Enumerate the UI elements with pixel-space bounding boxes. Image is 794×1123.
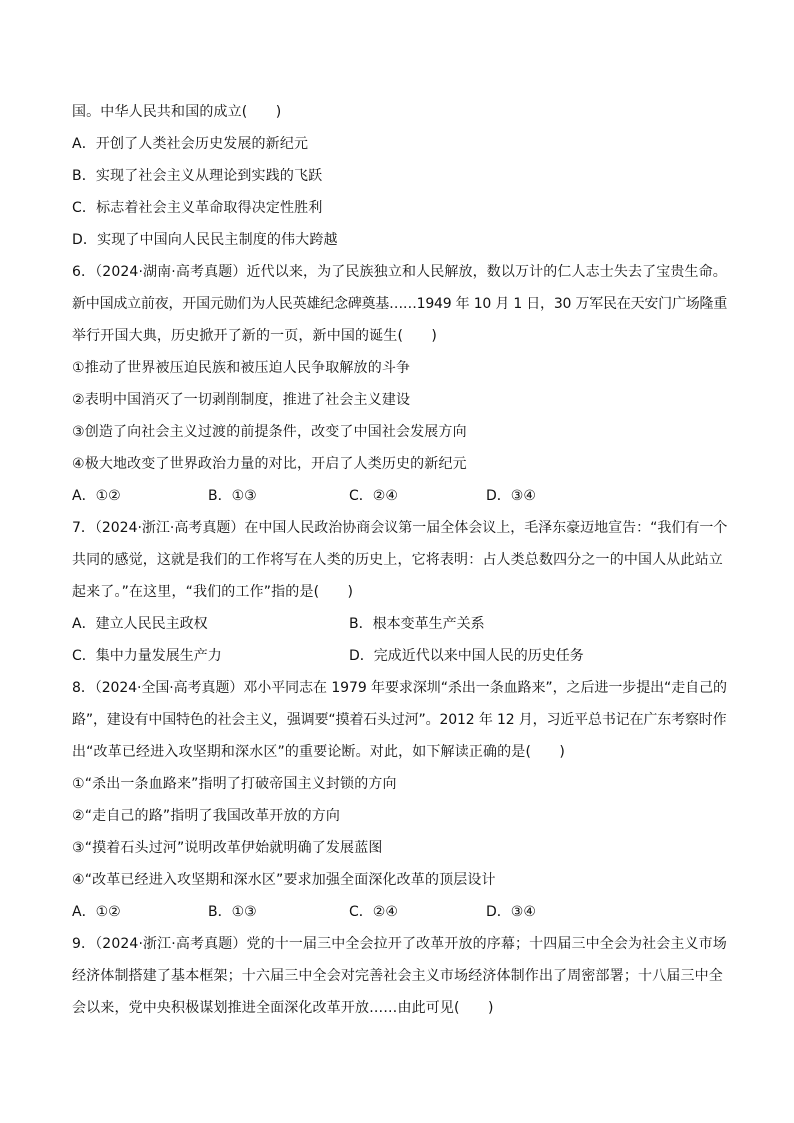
q7-stem-line-3: 起来了。”在这里，“我们的工作”指的是( ) <box>72 584 354 600</box>
q6-choice-a: A．①② <box>72 488 121 504</box>
q8-stem-line-1: 8．（2024·全国·高考真题）邓小平同志在 1979 年要求深圳“杀出一条血路来”，之后进一步提出“走自己的 <box>72 680 727 696</box>
q6-statement-2: ②表明中国消灭了一切剥削制度，推进了社会主义建设 <box>72 392 411 408</box>
q7-option-b: B．根本变革生产关系 <box>349 616 485 632</box>
q6-choice-d: D．③④ <box>486 488 536 504</box>
q6-choice-c: C．②④ <box>349 488 398 504</box>
q8-choice-d: D．③④ <box>486 904 536 920</box>
q6-stem-line-2: 新中国成立前夜，开国元勋们为人民英雄纪念碑奠基……1949 年 10 月 1 日，30 万军民在天安门广场隆重 <box>72 296 728 312</box>
q7-stem-line-1: 7．（2024·浙江·高考真题）在中国人民政治协商会议第一届全体会议上，毛泽东豪迈地宣告：“我们有一个 <box>72 520 728 536</box>
q6-choices <box>72 486 727 506</box>
q8-statement-4: ④“改革已经进入攻坚期和深水区”要求加强全面深化改革的顶层设计 <box>72 872 496 888</box>
q5-option-d: D．实现了中国向人民民主制度的伟大跨越 <box>72 232 338 248</box>
q7-option-d: D．完成近代以来中国人民的历史任务 <box>349 648 584 664</box>
q6-statement-3: ③创造了向社会主义过渡的前提条件，改变了中国社会发展方向 <box>72 424 467 440</box>
q8-choice-c: C．②④ <box>349 904 398 920</box>
q8-statement-2: ②“走自己的路”指明了我国改革开放的方向 <box>72 808 341 824</box>
q8-statement-3: ③“摸着石头过河”说明改革伊始就明确了发展蓝图 <box>72 840 383 856</box>
q8-statement-1: ①“杀出一条血路来”指明了打破帝国主义封锁的方向 <box>72 776 397 792</box>
q7-option-a: A．建立人民民主政权 <box>72 616 208 632</box>
q8-stem-line-3: 出“改革已经进入攻坚期和深水区”的重要论断。对此，如下解读正确的是( ) <box>72 744 565 760</box>
q8-choice-a: A．①② <box>72 904 121 920</box>
q9-stem-line-3: 会以来，党中央积极谋划推进全面深化改革开放……由此可见( ) <box>72 1000 494 1016</box>
q9-stem-line-1: 9．（2024·浙江·高考真题）党的十一届三中全会拉开了改革开放的序幕；十四届三中全会为社会主义市场 <box>72 936 727 952</box>
q6-stem-line-3: 举行开国大典，历史掀开了新的一页，新中国的诞生( ) <box>72 328 437 344</box>
q5-option-a: A．开创了人类社会历史发展的新纪元 <box>72 136 309 152</box>
q7-options-row-2 <box>72 646 727 666</box>
q5-option-b: B．实现了社会主义从理论到实践的飞跃 <box>72 168 323 184</box>
q7-stem-line-2: 共同的感觉，这就是我们的工作将写在人类的历史上，它将表明：占人类总数四分之一的中国人从此站立 <box>72 552 723 568</box>
q5-option-c: C．标志着社会主义革命取得决定性胜利 <box>72 200 323 216</box>
q6-statement-1: ①推动了世界被压迫民族和被压迫人民争取解放的斗争 <box>72 360 411 376</box>
q8-choices <box>72 902 727 922</box>
q7-options-row-1 <box>72 614 727 634</box>
q6-stem-line-1: 6．（2024·湖南·高考真题）近代以来，为了民族独立和人民解放，数以万计的仁人志士失去了宝贵生命。 <box>72 264 727 280</box>
q7-option-c: C．集中力量发展生产力 <box>72 648 222 664</box>
q8-choice-b: B．①③ <box>208 904 257 920</box>
q6-statement-4: ④极大地改变了世界政治力量的对比，开启了人类历史的新纪元 <box>72 456 467 472</box>
q5-stem-end: 国。中华人民共和国的成立( ) <box>72 104 282 120</box>
q8-stem-line-2: 路”，建设有中国特色的社会主义，强调要“摸着石头过河”。2012 年 12 月，习近平总书记在广东考察时作 <box>72 712 727 728</box>
q9-stem-line-2: 经济体制搭建了基本框架；十六届三中全会对完善社会主义市场经济体制作出了周密部署；十八届三中全 <box>72 968 723 984</box>
q6-choice-b: B．①③ <box>208 488 257 504</box>
